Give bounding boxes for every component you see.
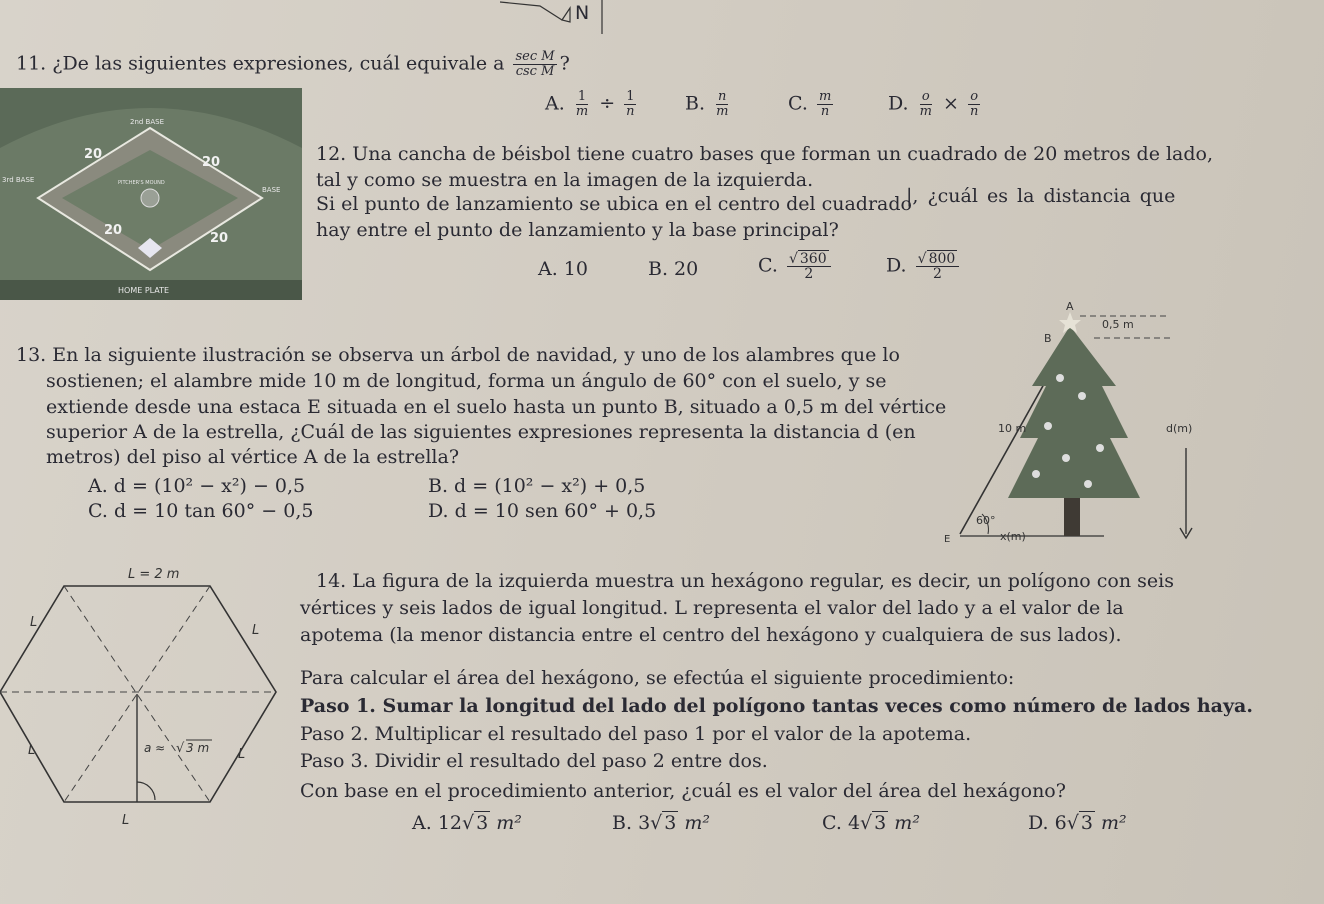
q14-line-3: apotema (la menor distancia entre el centro del hexágono y cualquiera de sus lados). [300, 624, 1122, 646]
svg-text:60°: 60° [976, 514, 996, 527]
q12-line-3: Si el punto de lanzamiento se ubica en el centro del cuadrado [316, 193, 912, 215]
q11-question: 11. ¿De las siguientes expresiones, cuál equivale a $\frac{\text{sec M}}{\text{csc M}}$ ? [16, 49, 570, 79]
q14-option-c[interactable]: C. 4√ 3 m² [822, 812, 920, 834]
q14-question: Con base en el procedimiento anterior, ¿cuál es el valor del área del hexágono? [300, 780, 1066, 802]
q11-number: 11. [16, 52, 47, 75]
q11-option-d[interactable]: D. $\frac{o}{m}$ × $\frac{o}{n}$ [888, 89, 979, 119]
q13-line-5: metros) del piso al vértice A de la estrella? [46, 446, 460, 468]
q13-line-3: extiende desde una estaca E situada en el suelo hasta un punto B, situado a 0,5 m del vértice [46, 396, 947, 418]
svg-text:L = 2 m: L = 2 m [128, 567, 180, 582]
svg-text:HOME PLATE: HOME PLATE [118, 286, 170, 295]
q11-option-c[interactable]: C. $\frac{m}{n}$ [788, 89, 832, 119]
svg-text:a ≈: a ≈ [144, 741, 166, 755]
q12-line-3b: |, ¿cuál es la distancia que [906, 185, 1176, 207]
svg-text:B: B [1044, 332, 1052, 345]
q13-option-d[interactable]: D. d = 10 sen 60° + 0,5 [428, 500, 657, 522]
q13-line-1: 13. En la siguiente ilustración se observa un árbol de navidad, y uno de los alambres que lo [16, 344, 900, 366]
q14-line-1: 14. La figura de la izquierda muestra un hexágono regular, es decir, un polígono con seis [316, 570, 1174, 592]
svg-text:3 m: 3 m [186, 741, 210, 755]
q14-option-d[interactable]: D. 6√ 3 m² [1028, 812, 1127, 834]
q13-line-2: sostienen; el alambre mide 10 m de longitud, forma un ángulo de 60° con el suelo, y se [46, 370, 887, 392]
q11-text: ¿De las siguientes expresiones, cuál equivale a [52, 52, 505, 75]
pitchers-mound [141, 189, 159, 207]
svg-text:3rd BASE: 3rd BASE [2, 176, 35, 184]
q14-step-3: Paso 3. Dividir el resultado del paso 2 entre dos. [300, 750, 768, 772]
q12-option-c[interactable]: C. $\frac{√ 360}{2}$ [758, 252, 834, 281]
q14-line-2: vértices y seis lados de igual longitud. L representa el valor del lado y a el valor de la [300, 597, 1124, 619]
q12-option-d[interactable]: D. $\frac{√ 800}{2}$ [886, 252, 962, 281]
q14-option-a[interactable]: A. 12√ 3 m² [412, 812, 522, 834]
svg-text:L: L [252, 623, 260, 638]
q13-option-c[interactable]: C. d = 10 tan 60° − 0,5 [88, 500, 314, 522]
tree-trunk [1064, 498, 1080, 536]
svg-text:L: L [122, 813, 130, 828]
hexagon-outline [0, 586, 276, 802]
q11-option-b[interactable]: B. $\frac{n}{m}$ [685, 89, 729, 119]
svg-text:20: 20 [210, 231, 229, 246]
svg-text:10 m: 10 m [998, 422, 1027, 435]
top-fragment-drawing [500, 0, 610, 36]
svg-text:PITCHER'S MOUND: PITCHER'S MOUND [118, 180, 165, 186]
q12-option-b[interactable]: B. 20 [648, 258, 699, 280]
q12-option-a[interactable]: A. 10 [538, 258, 588, 280]
q12-line-1: 12. Una cancha de béisbol tiene cuatro bases que forman un cuadrado de 20 metros de lado, [316, 143, 1214, 165]
q13-line-4: superior A de la estrella, ¿Cuál de las siguientes expresiones representa la distancia d (en [46, 421, 916, 443]
svg-text:20: 20 [104, 223, 123, 238]
svg-text:L: L [30, 615, 38, 630]
q11-expression: $\frac{\text{sec M}}{\text{csc M}}$ [515, 49, 555, 79]
svg-text:A: A [1066, 300, 1074, 313]
q12-line-4: hay entre el punto de lanzamiento y la base principal? [316, 219, 839, 241]
svg-text:0,5 m: 0,5 m [1102, 318, 1134, 331]
baseball-field-image [0, 88, 302, 300]
q11-option-a[interactable]: A. $\frac{1}{m}$ ÷ $\frac{1}{n}$ [545, 89, 635, 119]
svg-text:x(m): x(m) [1000, 530, 1026, 543]
q14-step-1: Paso 1. Sumar la longitud del lado del polígono tantas veces como número de lados haya. [300, 695, 1253, 717]
christmas-tree-figure [940, 298, 1204, 544]
svg-text:2nd BASE: 2nd BASE [130, 118, 165, 126]
q14-step-2: Paso 2. Multiplicar el resultado del paso 1 por el valor de la apotema. [300, 723, 972, 745]
top-mark: N [575, 2, 590, 24]
q13-option-b[interactable]: B. d = (10² − x²) + 0,5 [428, 475, 646, 497]
svg-text:d(m): d(m) [1166, 422, 1193, 435]
q14-option-b[interactable]: B. 3√ 3 m² [612, 812, 711, 834]
q13-option-a[interactable]: A. d = (10² − x²) − 0,5 [88, 475, 306, 497]
q14-line-4: Para calcular el área del hexágono, se efectúa el siguiente procedimiento: [300, 667, 1015, 689]
svg-text:BASE: BASE [262, 186, 281, 194]
svg-text:L: L [28, 743, 36, 758]
svg-text:20: 20 [202, 155, 221, 170]
svg-text:L: L [238, 747, 246, 762]
svg-text:√: √ [176, 741, 185, 756]
svg-text:E: E [944, 534, 951, 544]
svg-text:20: 20 [84, 147, 103, 162]
hexagon-figure [0, 562, 300, 832]
q12-line-2: tal y como se muestra en la imagen de la izquierda. [316, 169, 814, 191]
